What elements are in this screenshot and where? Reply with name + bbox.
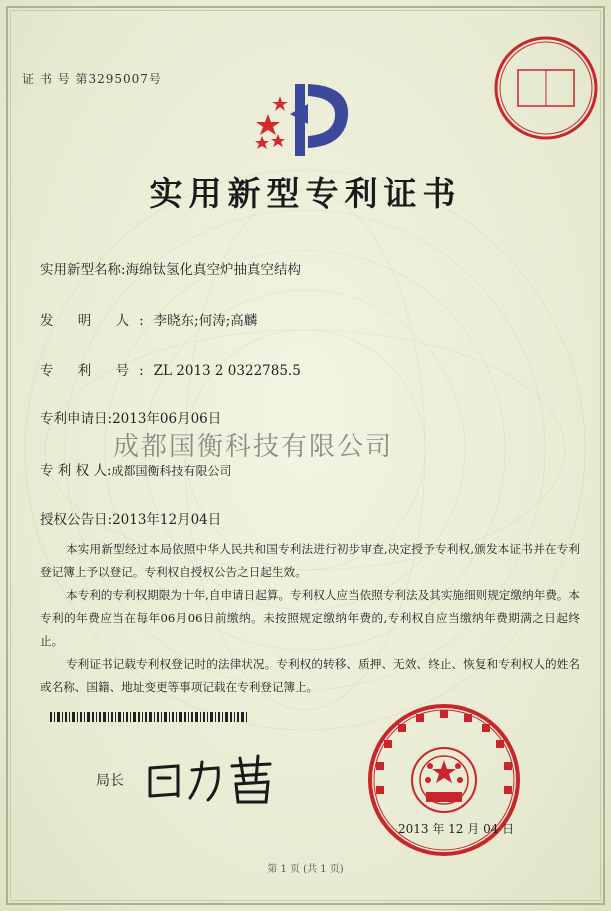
field-label: 发 明 人: — [40, 313, 154, 329]
field-label: 授权公告日: — [40, 512, 113, 528]
certificate-title: 实用新型专利证书 — [149, 174, 462, 213]
certificate-number: 证 书 号 第3295007号 — [22, 72, 162, 86]
filing-date-field — [40, 407, 221, 427]
paragraph-2: 本专利的专利权期限为十年,自申请日起算。专利权人应当依照专利法及其实施细则规定缴纳年费。本专利的年费应当在每年06月06日前缴纳。未按照规定缴纳年费的,专利权自应当缴纳年费期满之日起终止。 — [40, 588, 580, 648]
seal-date: 2013 年 12 月 04 日 — [398, 822, 515, 836]
patent-office-logo-icon — [250, 74, 360, 164]
paragraph-1: 本实用新型经过本局依照中华人民共和国专利法进行初步审查,决定授予专利权,颁发本证书并在专利登记簿上予以登记。专利权自授权公告之日起生效。 — [40, 542, 580, 579]
paragraph-3: 专利证书记载专利权登记时的法律状况。专利权的转移、质押、无效、终止、恢复和专利权人的姓名或名称、国籍、地址变更等事项记载在专利登记簿上。 — [40, 657, 580, 694]
field-label: 实用新型名称: — [40, 262, 126, 278]
patent-number-field — [40, 359, 301, 379]
page-footer: 第 1 页 (共 1 页) — [267, 864, 344, 875]
field-label: 专 利 权 人: — [40, 463, 112, 479]
patentee-overlay-text: 成都国衡科技有限公司 — [113, 432, 394, 462]
grant-date-field — [40, 508, 221, 528]
field-label: 专利申请日: — [40, 411, 113, 427]
barcode — [50, 712, 250, 722]
director-label: 局长 — [96, 773, 124, 789]
director-signature — [140, 748, 290, 808]
examination-seal — [486, 28, 606, 148]
field-value: ZL 2013 2 0322785.5 — [153, 363, 301, 379]
field-value: 成都国衡科技有限公司 — [111, 464, 232, 478]
field-value: 2013年06月06日 — [112, 411, 222, 427]
field-value: 海绵钛氢化真空炉抽真空结构 — [125, 262, 302, 278]
field-value: 李晓东;何涛;高麟 — [153, 313, 258, 329]
utility-model-name-field — [40, 258, 301, 278]
field-value: 2013年12月04日 — [112, 512, 222, 528]
field-label: 专 利 号: — [40, 363, 154, 379]
inventor-field — [40, 309, 257, 329]
